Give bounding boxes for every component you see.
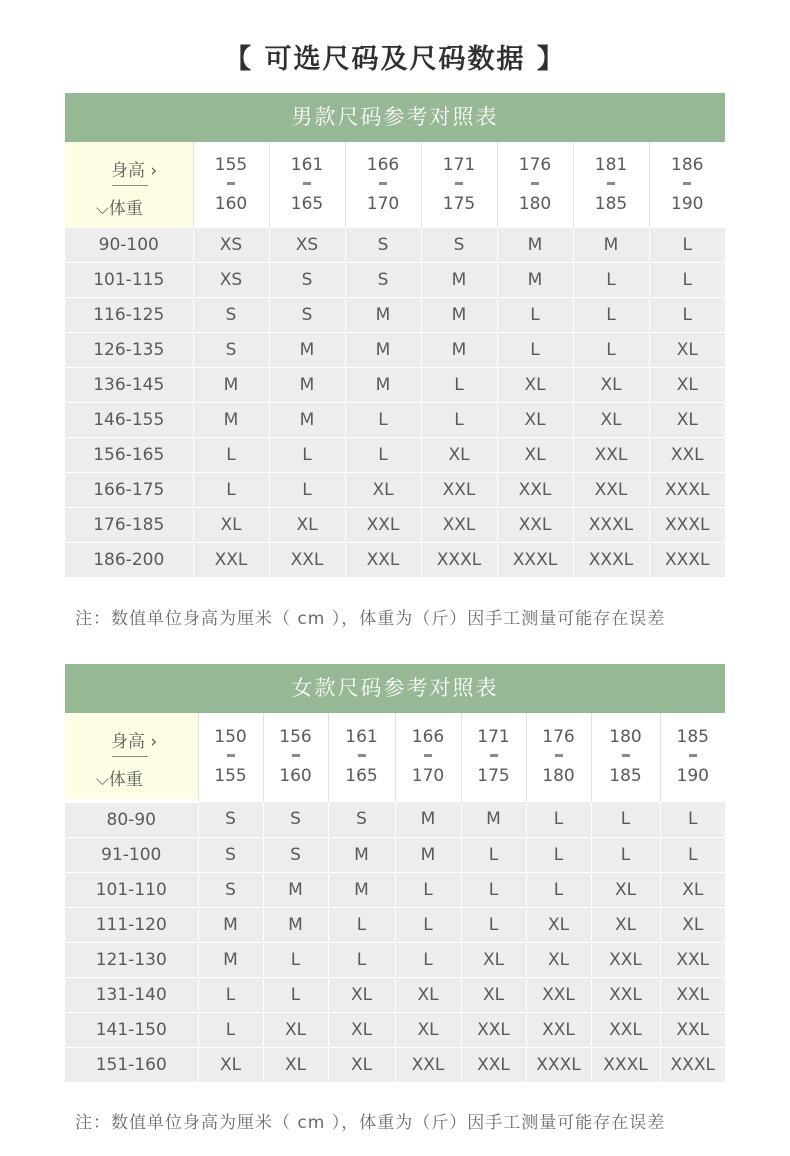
size-cell: M	[573, 228, 649, 263]
size-cell: M	[263, 873, 328, 908]
table-row	[65, 473, 725, 508]
size-cell: M	[395, 838, 461, 873]
size-cell: XXL	[591, 1013, 660, 1048]
size-cell: XXXL	[649, 508, 725, 543]
size-cell: S	[421, 228, 497, 263]
size-cell: S	[269, 263, 345, 298]
size-cell: M	[395, 801, 461, 838]
size-cell: XL	[649, 368, 725, 403]
size-cell: XL	[193, 508, 269, 543]
table-row	[65, 228, 725, 263]
size-cell: XL	[497, 368, 573, 403]
size-cell: XXL	[269, 543, 345, 578]
size-cell: L	[591, 801, 660, 838]
height-range-start: 176	[518, 155, 552, 175]
height-range-start: 176	[542, 727, 575, 748]
size-cell: XL	[591, 908, 660, 943]
height-range-header	[421, 142, 497, 228]
table-row	[65, 508, 725, 543]
men-measurement-note: 注：数值单位身高为厘米（ cm ），体重为（斤）因手工测量可能存在误差	[75, 609, 666, 629]
weight-range-cell: 151-160	[65, 1048, 198, 1083]
weight-range-cell: 136-145	[65, 368, 193, 403]
height-range-end: 155	[214, 766, 247, 787]
weight-range-cell: 116-125	[65, 298, 193, 333]
height-range-end: 180	[542, 766, 575, 787]
size-cell: XL	[263, 1048, 328, 1083]
size-cell: XL	[328, 1013, 395, 1048]
height-range-dash	[292, 754, 300, 757]
size-cell: M	[269, 368, 345, 403]
weight-range-cell: 131-140	[65, 978, 198, 1013]
size-cell: L	[660, 838, 725, 873]
table-row	[65, 943, 725, 978]
size-cell: XXL	[345, 543, 421, 578]
size-cell: XXXL	[591, 1048, 660, 1083]
size-cell: XXL	[526, 1013, 591, 1048]
table-row	[65, 978, 725, 1013]
size-cell: L	[193, 473, 269, 508]
size-cell: XXXL	[660, 1048, 725, 1083]
size-cell: M	[269, 403, 345, 438]
size-cell: L	[573, 333, 649, 368]
height-range-start: 155	[214, 155, 248, 175]
height-range-header	[591, 713, 660, 801]
height-range-dash	[689, 754, 697, 757]
size-cell: S	[328, 801, 395, 838]
size-cell: XL	[461, 943, 526, 978]
size-cell: XXL	[193, 543, 269, 578]
height-range-end: 165	[290, 194, 324, 214]
size-cell: M	[193, 368, 269, 403]
weight-range-cell: 141-150	[65, 1013, 198, 1048]
size-cell: XXL	[573, 473, 649, 508]
height-range-end: 170	[411, 766, 445, 787]
height-range-header	[395, 713, 461, 801]
weight-axis-label: ⌵体重	[96, 199, 143, 219]
size-cell: XL	[328, 978, 395, 1013]
corner-divider	[112, 756, 148, 757]
size-cell: M	[421, 298, 497, 333]
height-range-end: 190	[676, 766, 709, 787]
table-row	[65, 368, 725, 403]
size-cell: L	[395, 943, 461, 978]
size-cell: XXL	[660, 978, 725, 1013]
height-range-start: 180	[609, 727, 642, 748]
size-cell: L	[328, 908, 395, 943]
size-cell: XL	[395, 1013, 461, 1048]
size-cell: L	[345, 438, 421, 473]
height-range-start: 166	[366, 155, 400, 175]
women-size-table	[65, 713, 725, 1082]
weight-axis-label: ⌵体重	[96, 770, 143, 790]
size-cell: M	[193, 403, 269, 438]
height-range-end: 160	[214, 194, 248, 214]
size-cell: XXXL	[573, 508, 649, 543]
weight-range-cell: 156-165	[65, 438, 193, 473]
size-cell: XXL	[591, 943, 660, 978]
size-cell: XL	[497, 403, 573, 438]
table-row	[65, 543, 725, 578]
size-cell: L	[591, 838, 660, 873]
size-cell: XXL	[526, 978, 591, 1013]
size-cell: XL	[461, 978, 526, 1013]
corner-cell	[65, 713, 198, 801]
size-cell: M	[328, 838, 395, 873]
height-axis-label: 身高 ›	[111, 732, 158, 752]
size-cell: XL	[649, 403, 725, 438]
size-cell: XL	[395, 978, 461, 1013]
height-range-start: 161	[290, 155, 324, 175]
size-cell: L	[193, 438, 269, 473]
height-range-header	[660, 713, 725, 801]
size-cell: L	[421, 403, 497, 438]
size-cell: XXL	[395, 1048, 461, 1083]
size-cell: L	[421, 368, 497, 403]
size-cell: M	[198, 908, 263, 943]
table-row	[65, 403, 725, 438]
corner-divider	[112, 185, 148, 186]
size-cell: L	[497, 298, 573, 333]
height-range-dash	[455, 182, 463, 185]
size-cell: XXL	[421, 473, 497, 508]
size-cell: L	[573, 298, 649, 333]
size-cell: M	[345, 368, 421, 403]
height-header-row	[65, 713, 725, 801]
size-cell: S	[345, 263, 421, 298]
height-range-header	[269, 142, 345, 228]
size-cell: L	[345, 403, 421, 438]
size-cell: S	[193, 333, 269, 368]
size-cell: XL	[526, 908, 591, 943]
weight-range-cell: 176-185	[65, 508, 193, 543]
size-cell: XXL	[573, 438, 649, 473]
weight-range-cell: 166-175	[65, 473, 193, 508]
size-cell: S	[345, 228, 421, 263]
size-cell: L	[198, 978, 263, 1013]
size-cell: XXL	[497, 473, 573, 508]
size-cell: L	[660, 801, 725, 838]
height-range-dash	[555, 754, 563, 757]
weight-range-cell: 91-100	[65, 838, 198, 873]
height-range-dash	[622, 754, 630, 757]
size-cell: XXL	[461, 1048, 526, 1083]
height-range-end: 185	[609, 766, 642, 787]
table-row	[65, 1013, 725, 1048]
table-row	[65, 908, 725, 943]
size-cell: L	[328, 943, 395, 978]
size-cell: XL	[573, 403, 649, 438]
height-range-dash	[607, 182, 615, 185]
table-row	[65, 838, 725, 873]
size-cell: M	[328, 873, 395, 908]
size-cell: S	[263, 801, 328, 838]
size-cell: M	[497, 228, 573, 263]
size-cell: XL	[269, 508, 345, 543]
height-axis-label: 身高 ›	[111, 161, 158, 181]
height-range-header	[328, 713, 395, 801]
height-range-start: 171	[477, 727, 510, 748]
size-cell: XXXL	[421, 543, 497, 578]
height-range-end: 180	[518, 194, 552, 214]
page-title: 【 可选尺码及尺码数据 】	[224, 44, 566, 75]
table-row	[65, 873, 725, 908]
size-cell: S	[263, 838, 328, 873]
size-cell: XXXL	[526, 1048, 591, 1083]
height-range-dash	[490, 754, 498, 757]
size-cell: L	[526, 873, 591, 908]
size-cell: XXL	[660, 1013, 725, 1048]
size-cell: L	[461, 908, 526, 943]
size-cell: XXL	[461, 1013, 526, 1048]
height-range-end: 175	[477, 766, 510, 787]
size-cell: XL	[421, 438, 497, 473]
size-cell: M	[421, 333, 497, 368]
size-cell: S	[269, 298, 345, 333]
weight-range-cell: 186-200	[65, 543, 193, 578]
height-range-header	[649, 142, 725, 228]
height-range-dash	[424, 754, 432, 757]
height-range-start: 171	[442, 155, 476, 175]
size-cell: M	[461, 801, 526, 838]
height-range-start: 150	[214, 727, 247, 748]
size-cell: XXL	[649, 438, 725, 473]
size-cell: XXXL	[649, 473, 725, 508]
height-range-start: 161	[345, 727, 378, 748]
size-cell: L	[263, 978, 328, 1013]
women-measurement-note: 注：数值单位身高为厘米（ cm ），体重为（斤）因手工测量可能存在误差	[75, 1113, 666, 1133]
table-row	[65, 263, 725, 298]
size-cell: L	[526, 838, 591, 873]
height-range-start: 166	[411, 727, 445, 748]
height-range-start: 181	[594, 155, 628, 175]
size-cell: XL	[198, 1048, 263, 1083]
weight-range-cell: 90-100	[65, 228, 193, 263]
size-cell: XL	[591, 873, 660, 908]
height-range-dash	[227, 182, 235, 185]
size-cell: M	[421, 263, 497, 298]
size-cell: L	[497, 333, 573, 368]
size-cell: M	[497, 263, 573, 298]
size-cell: L	[649, 228, 725, 263]
size-cell: XL	[526, 943, 591, 978]
size-cell: L	[573, 263, 649, 298]
men-table-title: 男款尺码参考对照表	[65, 93, 725, 142]
size-cell: XL	[328, 1048, 395, 1083]
corner-cell	[65, 142, 193, 228]
weight-range-cell: 121-130	[65, 943, 198, 978]
size-cell: XL	[573, 368, 649, 403]
height-range-end: 190	[671, 194, 704, 214]
size-cell: M	[269, 333, 345, 368]
women-table-title: 女款尺码参考对照表	[65, 664, 725, 713]
size-cell: L	[263, 943, 328, 978]
height-range-end: 165	[345, 766, 378, 787]
weight-range-cell: 126-135	[65, 333, 193, 368]
size-cell: XL	[263, 1013, 328, 1048]
height-range-header	[497, 142, 573, 228]
height-range-header	[193, 142, 269, 228]
size-cell: S	[198, 873, 263, 908]
size-cell: XS	[193, 228, 269, 263]
height-range-dash	[303, 182, 311, 185]
size-cell: L	[269, 438, 345, 473]
men-size-section	[65, 93, 725, 577]
size-cell: XS	[269, 228, 345, 263]
size-cell: XXL	[497, 508, 573, 543]
table-row	[65, 298, 725, 333]
size-cell: L	[526, 801, 591, 838]
size-cell: XXL	[345, 508, 421, 543]
size-cell: XL	[660, 873, 725, 908]
size-cell: S	[193, 298, 269, 333]
size-cell: XL	[497, 438, 573, 473]
height-range-header	[461, 713, 526, 801]
size-cell: XL	[649, 333, 725, 368]
size-cell: XXXL	[649, 543, 725, 578]
size-cell: XL	[660, 908, 725, 943]
height-range-end: 175	[442, 194, 476, 214]
weight-range-cell: 146-155	[65, 403, 193, 438]
size-cell: XS	[193, 263, 269, 298]
table-row	[65, 1048, 725, 1083]
height-range-header	[263, 713, 328, 801]
table-row	[65, 438, 725, 473]
height-range-start: 186	[671, 155, 704, 175]
size-cell: L	[461, 873, 526, 908]
size-cell: L	[269, 473, 345, 508]
height-range-start: 185	[676, 727, 709, 748]
size-cell: M	[263, 908, 328, 943]
men-size-table	[65, 142, 725, 577]
weight-range-cell: 80-90	[65, 801, 198, 838]
size-cell: M	[345, 333, 421, 368]
size-cell: L	[649, 263, 725, 298]
height-header-row	[65, 142, 725, 228]
size-cell: XL	[345, 473, 421, 508]
weight-range-cell: 111-120	[65, 908, 198, 943]
table-row	[65, 801, 725, 838]
height-range-start: 156	[279, 727, 312, 748]
size-cell: L	[395, 908, 461, 943]
height-range-end: 170	[366, 194, 400, 214]
height-range-end: 185	[594, 194, 628, 214]
size-cell: XXL	[421, 508, 497, 543]
height-range-header	[526, 713, 591, 801]
table-row	[65, 333, 725, 368]
women-size-section	[65, 664, 725, 1082]
height-range-dash	[531, 182, 539, 185]
size-cell: XXL	[660, 943, 725, 978]
size-cell: XXXL	[573, 543, 649, 578]
height-range-header	[198, 713, 263, 801]
height-range-header	[573, 142, 649, 228]
height-range-dash	[379, 182, 387, 185]
size-cell: L	[461, 838, 526, 873]
size-cell: M	[198, 943, 263, 978]
size-cell: S	[198, 838, 263, 873]
size-cell: M	[345, 298, 421, 333]
size-cell: XXXL	[497, 543, 573, 578]
weight-range-cell: 101-110	[65, 873, 198, 908]
height-range-dash	[358, 754, 366, 757]
size-cell: L	[395, 873, 461, 908]
size-cell: L	[198, 1013, 263, 1048]
height-range-header	[345, 142, 421, 228]
size-cell: S	[198, 801, 263, 838]
height-range-dash	[227, 754, 235, 757]
size-cell: L	[649, 298, 725, 333]
height-range-end: 160	[279, 766, 312, 787]
height-range-dash	[683, 182, 691, 185]
size-cell: XXL	[591, 978, 660, 1013]
weight-range-cell: 101-115	[65, 263, 193, 298]
